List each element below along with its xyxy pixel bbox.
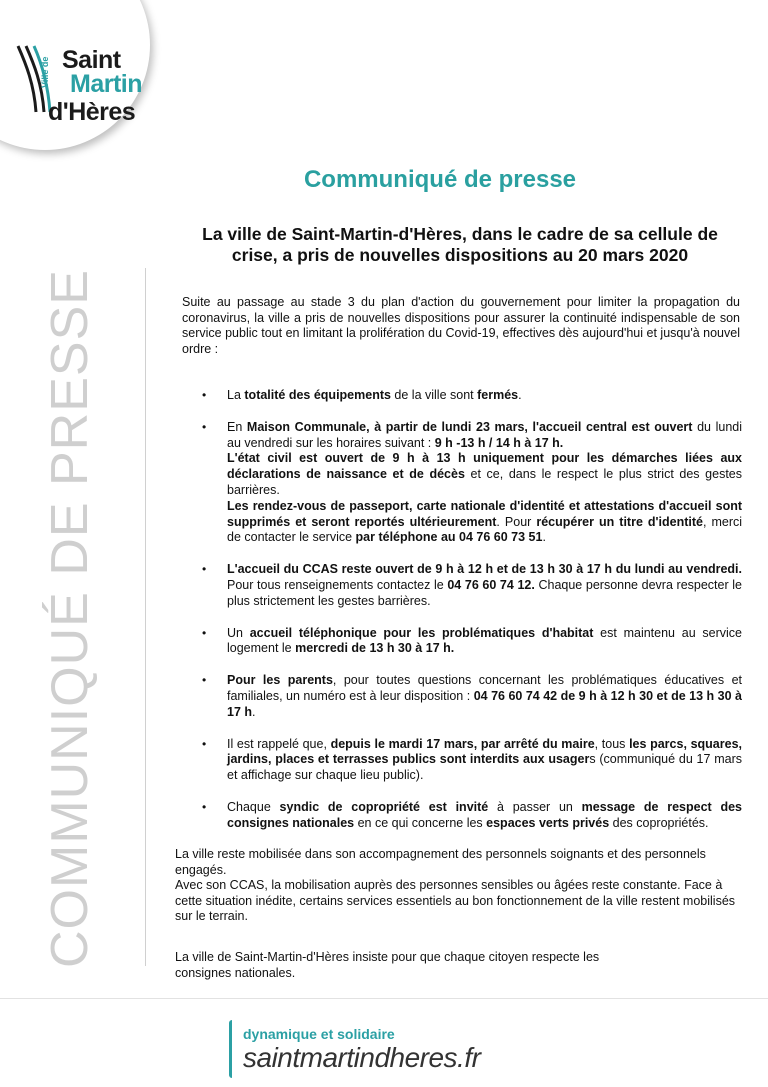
measures-list [182,388,742,848]
item-text: La [227,388,245,402]
item-bold: 04 76 60 74 12. [447,577,535,592]
item-bold: Maison Communale [246,419,367,434]
item-text: Chaque [227,799,280,814]
outro-paragraph-2: Avec son CCAS, la mobilisation auprès des personnes sensibles ou âgées reste constante. Face à cette situation inédite, certains services essentiels au bon fonctionnement de la ville restent mobilisés sur le terrain. [175,878,736,923]
list-item [182,673,742,720]
outro-section [175,847,743,925]
item-text: des copropriétés. [609,815,709,830]
footer-tagline: dynamique et solidaire [243,1026,395,1042]
list-item [182,420,742,546]
item-text: En [227,419,247,434]
item-text: Chaque personne devra respecter le plus strictement les gestes barrières. [227,577,742,608]
item-bold: message de respect des consignes nationales [227,799,742,830]
logo-ville-text: Ville de [40,56,50,88]
logo-line1: Saint [62,46,121,74]
item-bold: accueil téléphonique pour les problématiques d'habitat [249,625,594,640]
item-text: , pour toutes questions concernant les problématiques éducatives et familiales, un numéro est à leur disposition : [227,673,742,703]
footer-bracket-icon [229,1020,238,1078]
item-bold: fermés [477,388,519,402]
item-text: de la ville sont [390,388,478,402]
item-bold: récupérer un titre d'identité [536,514,703,529]
item-text: . [542,530,546,545]
bullet-icon: • [202,562,207,577]
bullet-icon: • [202,625,207,640]
bullet-icon: • [202,736,207,751]
item-bold: Les rendez-vous de passeport, carte nationale d'identité et attestations d'accueil sont supprimés et seront reportés ultérieurement [227,498,742,529]
page-subtitle: La ville de Saint-Martin-d'Hères, dans le cadre de sa cellule de crise, a pris de nouvelles dispositions au 20 mars 2020 [202,224,718,265]
item-bold: mercredi de 13 h 30 à 17 h. [295,641,455,656]
item-bold: syndic de copropriété est invité [279,799,489,814]
footer-website: saintmartindheres.fr [243,1042,481,1073]
list-item [182,800,742,832]
footer-divider [0,998,768,999]
item-text: . [518,388,522,402]
item-bold: les parcs, squares, jardins, places et terrasses publics sont interdits aux usager [227,736,742,767]
bullet-icon: • [202,673,207,688]
item-bold: L'accueil du CCAS reste ouvert de 9 h à 12 h et de 13 h 30 à 17 h du lundi au vendredi. [227,562,742,577]
item-bold: par téléphone au 04 76 60 73 51 [355,530,543,545]
item-bold: L'état civil est ouvert de 9 h à 13 h uniquement pour les démarches liées aux déclarations de naissance et de décès [227,451,742,482]
bullet-icon: • [202,799,207,814]
item-text: Pour tous renseignements contactez le [227,577,448,592]
city-logo [14,44,142,134]
item-text: est maintenu au service logement le [227,625,742,656]
item-text: Un [227,625,250,640]
item-text: et ce, dans le respect le plus strict des gestes barrières. [227,467,742,497]
item-bold: Pour les parents [227,673,333,688]
item-text: en ce qui concerne les [354,815,487,830]
item-bold: espaces verts privés [486,815,610,830]
item-text: . [252,704,256,719]
item-text: du lundi au vendredi sur les horaires suivant : [227,419,742,450]
bullet-icon: • [202,388,207,402]
list-item [182,737,742,784]
item-text: , tous [594,736,630,751]
list-item [182,626,742,658]
sidebar-title: COMMUNIQUÉ DE PRESSE [41,269,99,968]
item-bold: 9 h -13 h / 14 h à 17 h. [434,435,564,450]
item-bold: , à partir de lundi 23 mars, l'accueil central est ouvert [366,419,693,434]
item-text: à passer un [488,799,582,814]
intro-paragraph: Suite au passage au stade 3 du plan d'action du gouvernement pour limiter la propagation du coronavirus, la ville a pris de nouvelles dispositions pour assurer la continuité indispensable de son service public tout en limitant la prolifération du Covid-19, effectives dès aujourd'hui et jusqu'à nouvel ordre : [182,295,740,356]
list-item [182,388,742,404]
vertical-divider [145,268,146,966]
item-bold: totalité des équipements [244,388,391,402]
item-text: . Pour [496,514,537,529]
list-item [182,562,742,609]
outro-paragraph-1: La ville reste mobilisée dans son accompagnement des personnels soignants et des personnels engagés. [175,847,706,877]
bullet-icon: • [202,419,207,434]
logo-line2: Martin [70,70,142,98]
item-text: s (communiqué du 17 mars et affichage sur chaque lieu public). [227,752,743,783]
logo-line3: d'Hères [48,98,136,126]
footer-brand [225,1020,565,1080]
item-text: , merci de contacter le service [227,514,743,545]
item-bold: depuis le mardi 17 mars, par arrêté du maire [330,736,595,751]
page-title: Communiqué de presse [303,166,577,193]
item-text: Il est rappelé que, [227,736,331,751]
item-bold: 04 76 60 74 42 de 9 h à 12 h 30 et de 13 h 30 à 17 h [227,688,742,719]
closing-paragraph: La ville de Saint-Martin-d'Hères insiste pour que chaque citoyen respecte les consignes nationales. [175,950,600,980]
